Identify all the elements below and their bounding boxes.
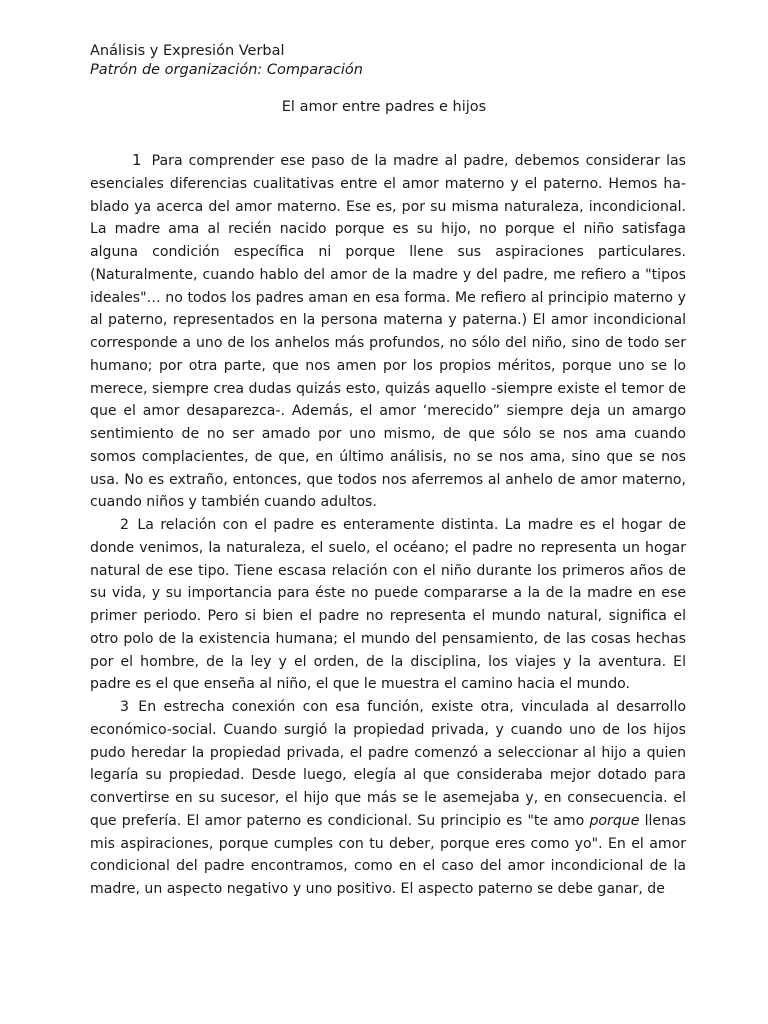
paragraph-text: La relación con el padre es enteramente distinta. La madre es el hogar de donde venimos, la naturaleza, el suelo, el océano; el padre no representa un hogar natural de ese tipo. Tiene escasa relación con el niño durante los primeros años de su vida, y su importancia para éste no puede compararse a la de la madre en ese primer periodo. Pero si bien el padre no representa el mundo natural, significa el otro polo de la existencia humana; el mundo del pensamiento, de las cosas hechas por el hombre, de la ley y el orden, de la disciplina, los viajes y la aventura. El padre es el que enseña al niño, el que le muestra el camino hacia el mundo. <box>90 517 686 693</box>
paragraph-number: 2 <box>120 517 129 533</box>
paragraph-text: En estrecha conexión con esa función, existe otra, vinculada al desarrollo económico-social. Cuando surgió la propiedad privada, y cuando uno de los hijos pudo heredar la propiedad privada, el padre comenzó a seleccionar al hijo a quien legaría su propiedad. Desde luego, elegía al que consideraba mejor dotado para convertirse en su sucesor, el hijo que más se le asemejaba y, en consecuencia. el que prefería. El amor paterno es condicional. Su principio es "te amo <box>90 699 686 829</box>
organization-pattern: Patrón de organización: Comparación <box>90 62 363 78</box>
paragraph-number: 1 <box>132 151 142 169</box>
emphasis-text: porque <box>589 812 640 829</box>
document-title: El amor entre padres e hijos <box>281 99 487 115</box>
course-name: Análisis y Expresión Verbal <box>90 43 285 59</box>
paragraph-text: Para comprender ese paso de la madre al padre, debemos considerar las esenciales diferencias cualitativas entre el amor materno y el paterno. Hemos ha-blado ya acerca del amor materno. Ese es, por su misma naturaleza, incondicional. La madre ama al recién nacido porque es su hijo, no porque el niño satisfaga alguna condición específica ni porque llene sus aspiraciones particulares. (Naturalmente, cuando hablo del amor de la madre y del padre, me refiero a "tipos ideales"… no todos los padres aman en esa forma. Me refiero al principio materno y al paterno, representados en la persona materna y paterna.) El amor incondicional corresponde a uno de los anhelos más profundos, no sólo del niño, sino de todo ser humano; por otra parte, que nos amen por los propios méritos, porque uno se lo merece, siempre crea dudas quizás esto, quizás aquello -siempre existe el temor de que el amor desaparezca-. Además, el amor ‘merecido” siempre deja un amargo sentimiento de no ser amado por uno mismo, de que sólo se nos ama cuando somos complacientes, de que, en último análisis, no se nos ama, sino que se nos usa. No es extraño, entonces, que todos nos aferremos al anhelo de amor materno, cuando niños y también cuando adultos. <box>90 153 687 511</box>
paragraph-2 <box>90 514 686 696</box>
document-body <box>90 149 686 901</box>
paragraph-1 <box>90 149 686 514</box>
paragraph-text: llenas mis aspiraciones, porque cumples con tu deber, porque eres como yo". En el amor condicional del padre encontramos, como en el caso del amor incondicional de la madre, un aspecto negativo y uno positivo. El aspecto paterno se debe ganar, de <box>90 812 686 897</box>
paragraph-3 <box>90 696 686 901</box>
document-header <box>90 42 363 80</box>
paragraph-number: 3 <box>120 699 129 715</box>
